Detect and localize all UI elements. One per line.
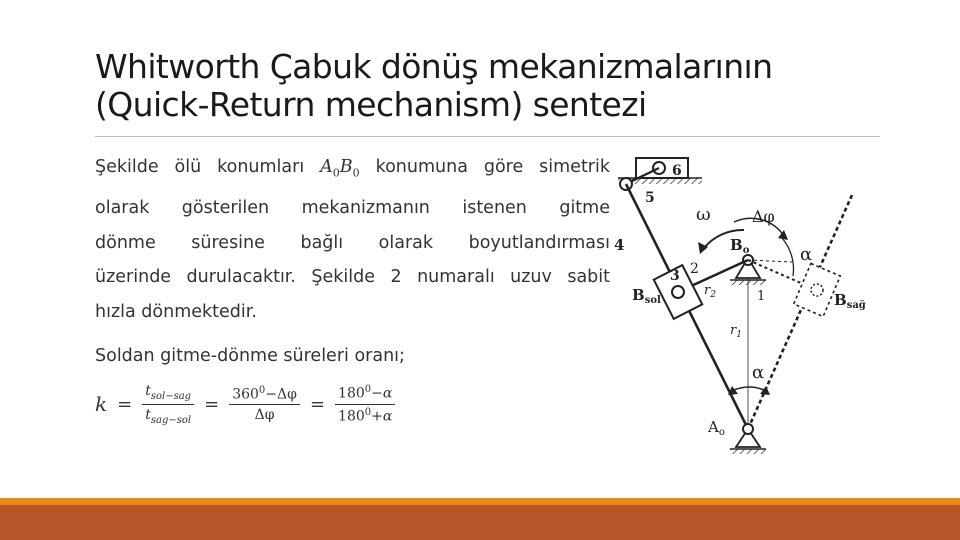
label-bsol: $B_{sol}$: [632, 286, 661, 306]
fraction-angles: $\frac{360^0-\Delta\varphi}{\Delta\varphi}$: [229, 385, 300, 424]
paragraph-line-3: dönme süresine bağlı olarak boyutlandırması: [95, 232, 610, 253]
alpha-bottom-arc: [734, 387, 764, 390]
label-a0: $A_o$: [708, 418, 725, 438]
paragraph-line-2: olarak gösterilen mekanizmanın istenen gitme: [95, 198, 610, 218]
mechanism-diagram: [612, 150, 882, 460]
label-link-3: 3: [670, 268, 680, 284]
label-link-2: 2: [690, 261, 699, 277]
title-line-1: Whitworth Çabuk dönüş mekanizmalarının: [95, 47, 773, 86]
alpha-top-arc: [782, 238, 793, 276]
fraction-alpha: $\frac{180^0-\alpha}{180^0+\alpha}$: [335, 384, 395, 424]
label-delta-phi: Δφ: [752, 207, 775, 226]
formula-equals-2: =: [204, 393, 220, 415]
label-r2: $r_2$: [704, 283, 716, 300]
label-link-6: 6: [672, 163, 682, 179]
title-divider: [95, 136, 880, 137]
dead-position-symbol: $A_0B_0$: [320, 157, 360, 180]
label-r1: $r_1$: [730, 323, 742, 340]
ratio-text: Soldan gitme-dönme süreleri oranı;: [95, 346, 405, 366]
footer-accent-thin: [0, 498, 960, 505]
label-bsag: $B_{sağ}$: [834, 291, 866, 311]
label-omega: ω: [696, 204, 711, 225]
label-link-4: 4: [614, 236, 625, 254]
description-paragraph: [95, 150, 610, 329]
formula-equals-3: =: [309, 393, 326, 415]
formula-equals-1: =: [117, 393, 133, 415]
paragraph-line-5: hızla dönmektedir.: [95, 301, 257, 322]
label-link-5: 5: [645, 190, 655, 206]
slide-body: [95, 150, 610, 374]
label-b0: $B_o$: [730, 236, 750, 256]
top-ground: [618, 158, 702, 190]
label-alpha-bottom: α: [752, 362, 765, 383]
label-alpha-top: α: [800, 244, 813, 265]
formula-k: k: [95, 392, 108, 416]
title-line-2: (Quick-Return mechanism) sentezi: [95, 85, 647, 124]
crank-reference-dashed: [748, 260, 792, 262]
fraction-times: $\frac{t_{sol-sag}}{t_{sag-sol}}$: [142, 383, 194, 426]
a0-pivot: [730, 424, 766, 454]
paragraph-line-1: Şekilde ölü konumları $A_0B_0$ konumuna göre simetrik: [95, 157, 610, 180]
bsol-pin: [672, 286, 684, 298]
footer-accent-bar: [0, 505, 960, 540]
alpha-bottom-arrow2-icon: [760, 386, 770, 395]
bsag-pin: [811, 284, 823, 296]
b0-pivot: [730, 255, 766, 285]
paragraph-line-4: üzerinde durulacaktır. Şekilde 2 numaralı uzuv sabit: [95, 267, 610, 287]
time-ratio-formula: [95, 376, 401, 432]
label-link-1: 1: [757, 289, 766, 304]
slide-title: [95, 48, 895, 124]
